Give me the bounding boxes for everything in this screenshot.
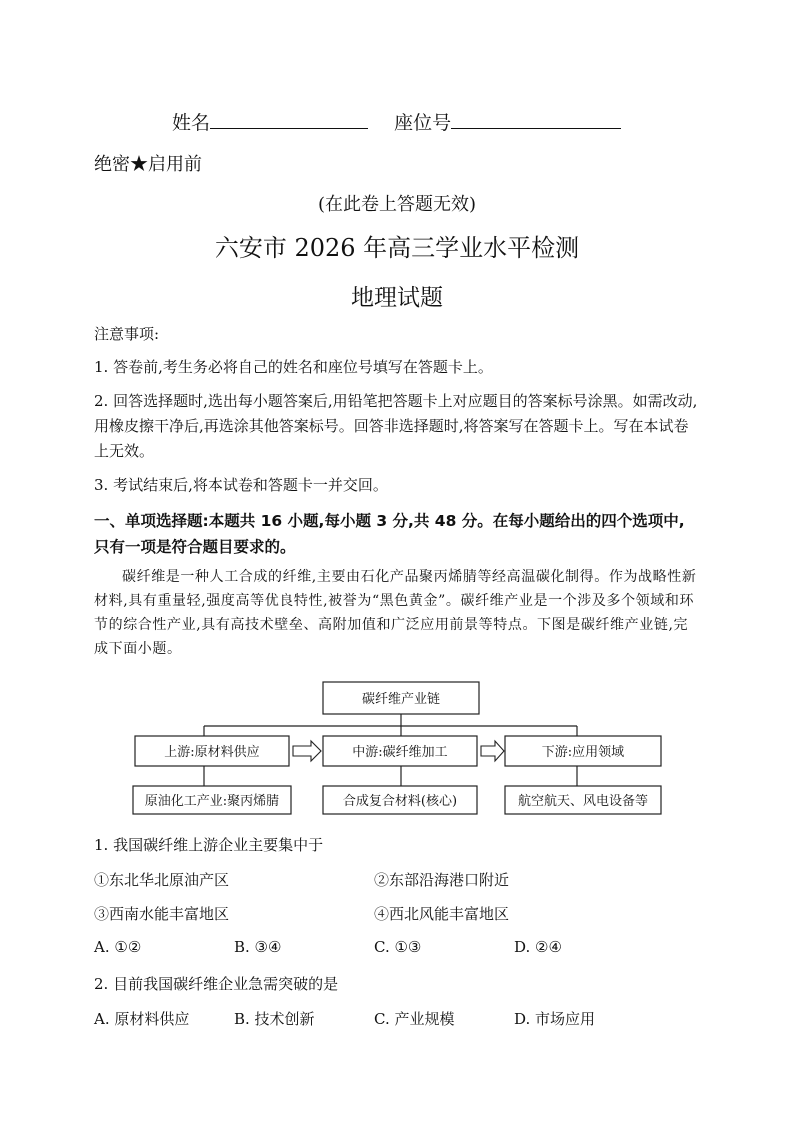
notes-heading: 注意事项:: [94, 325, 160, 343]
answer-choice: A. 原材料供应: [94, 1010, 190, 1028]
name-seat-row: [172, 108, 621, 135]
exam-subject: 地理试题: [351, 285, 443, 311]
invalid-note: (在此卷上答题无效): [317, 194, 477, 215]
note-item: 3. 考试结束后,将本试卷和答题卡一并交回。: [94, 476, 388, 494]
diagram-detail-label: 合成复合材料(核心): [342, 794, 458, 809]
exam-title: 六安市 2026 年高三学业水平检测: [214, 234, 580, 262]
answer-choice: D. 市场应用: [514, 1010, 596, 1028]
statement-option: ②东部沿海港口附近: [374, 871, 510, 889]
industry-chain-diagram: [131, 680, 667, 818]
note-item: 1. 答卷前,考生务必将自己的姓名和座位号填写在答题卡上。: [94, 358, 493, 376]
name-label: 姓名: [172, 112, 211, 134]
answer-choice: A. ①②: [94, 938, 142, 956]
question-stem: 1. 我国碳纤维上游企业主要集中于: [94, 836, 324, 854]
confidential-mark: 绝密★启用前: [94, 154, 202, 175]
reading-passage: 碳纤维是一种人工合成的纤维,主要由石化产品聚丙烯腈等经高温碳化制得。作为战略性新材料,具有重量轻,强度高等优良特性,被誉为“黑色黄金”。碳纤维产业是一个涉及多个领域和环节的综合性产业,具有高技术壁垒、高附加值和广泛应用前景等特点。下图是碳纤维产业链,完成下面小题。: [94, 569, 697, 657]
statement-option: ①东北华北原油产区: [94, 871, 230, 889]
section-heading: 一、单项选择题:本题共 16 小题,每小题 3 分,共 48 分。在每小题给出的四个选项中,只有一项是符合题目要求的。: [94, 512, 685, 556]
note-item: 2. 回答选择题时,选出每小题答案后,用铅笔把答题卡上对应题目的答案标号涂黑。如需改动,用橡皮擦干净后,再选涂其他答案标号。回答非选择题时,将答案写在答题卡上。写在本试卷上无效。: [94, 392, 698, 460]
diagram-stage-label: 上游:原材料供应: [164, 745, 260, 760]
name-blank[interactable]: [210, 110, 368, 129]
answer-choice: D. ②④: [514, 938, 562, 956]
diagram-root-label: 碳纤维产业链: [361, 692, 441, 707]
answer-choice: B. ③④: [234, 938, 282, 956]
question-stem: 2. 目前我国碳纤维企业急需突破的是: [94, 975, 339, 993]
statement-option: ④西北风能丰富地区: [374, 905, 510, 923]
answer-choice: B. 技术创新: [234, 1010, 315, 1028]
answer-choice: C. ①③: [374, 938, 422, 956]
answer-choice: C. 产业规模: [374, 1010, 455, 1028]
seat-label: 座位号: [394, 112, 452, 134]
diagram-detail-label: 原油化工产业:聚丙烯腈: [144, 794, 280, 809]
seat-blank[interactable]: [451, 110, 621, 129]
diagram-detail-label: 航空航天、风电设备等: [517, 794, 649, 809]
diagram-stage-label: 下游:应用领域: [541, 745, 625, 760]
statement-option: ③西南水能丰富地区: [94, 905, 230, 923]
diagram-stage-label: 中游:碳纤维加工: [352, 745, 448, 760]
